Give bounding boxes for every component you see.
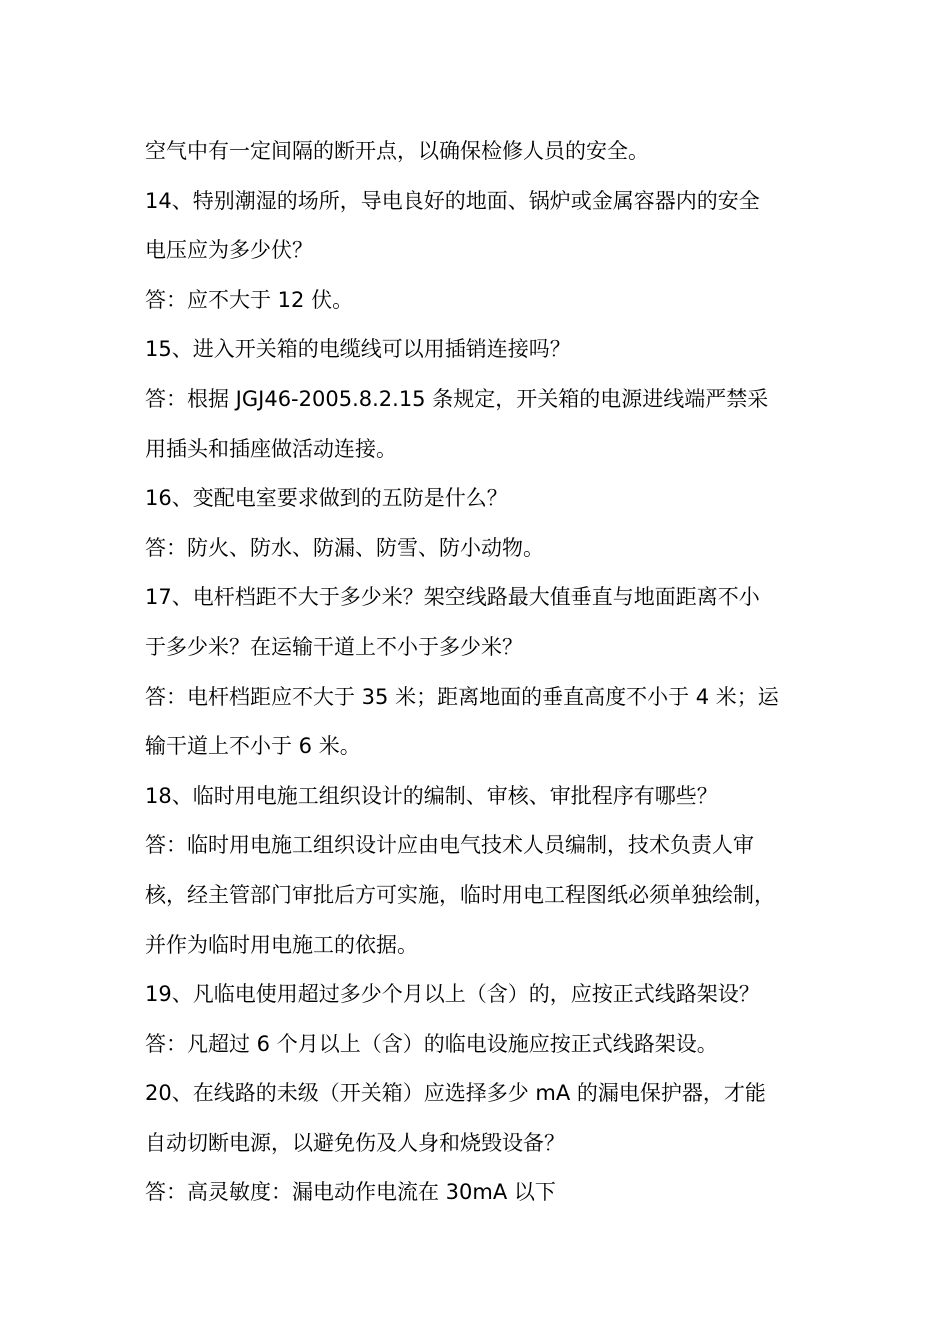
answer-line: 答：应不大于 12 伏。 [145, 287, 354, 312]
answer-line: 答：高灵敏度：漏电动作电流在 30mA 以下 [145, 1180, 556, 1205]
answer-line: 答：凡超过 6 个月以上（含）的临电设施应按正式线路架设。 [145, 1031, 718, 1056]
question-line: 19、凡临电使用超过多少个月以上（含）的，应按正式线路架设？ [145, 982, 760, 1007]
question-line: 14、特别潮湿的场所，导电良好的地面、锅炉或金属容器内的安全 [145, 188, 760, 213]
question-line: 16、变配电室要求做到的五防是什么？ [145, 486, 508, 511]
text-line: 输干道上不小于 6 米。 [145, 734, 361, 759]
answer-line: 答：临时用电施工组织设计应由电气技术人员编制，技术负责人审 [145, 833, 754, 858]
question-line: 18、临时用电施工组织设计的编制、审核、审批程序有哪些？ [145, 783, 718, 808]
document-body [145, 127, 815, 1218]
text-line: 核，经主管部门审批后方可实施，临时用电工程图纸必须单独绘制， [145, 882, 775, 907]
question-line: 20、在线路的未级（开关箱）应选择多少 mA 的漏电保护器，才能 [145, 1081, 766, 1106]
answer-line: 答：根据 JGJ46-2005.8.2.15 条规定，开关箱的电源进线端严禁采 [145, 386, 769, 411]
answer-line: 答：防火、防水、防漏、防雪、防小动物。 [145, 535, 544, 560]
question-line: 15、进入开关箱的电缆线可以用插销连接吗？ [145, 337, 571, 362]
text-line: 于多少米？在运输干道上不小于多少米？ [145, 634, 523, 659]
text-line: 自动切断电源，以避免伤及人身和烧毁设备？ [145, 1130, 565, 1155]
text-line: 并作为临时用电施工的依据。 [145, 932, 418, 957]
text-line: 用插头和插座做活动连接。 [145, 436, 397, 461]
question-line: 17、电杆档距不大于多少米？架空线路最大值垂直与地面距离不小 [145, 585, 760, 610]
text-line: 电压应为多少伏？ [145, 238, 313, 263]
text-line: 空气中有一定间隔的断开点，以确保检修人员的安全。 [145, 139, 649, 163]
answer-line: 答：电杆档距应不大于 35 米；距离地面的垂直高度不小于 4 米；运 [145, 684, 779, 709]
